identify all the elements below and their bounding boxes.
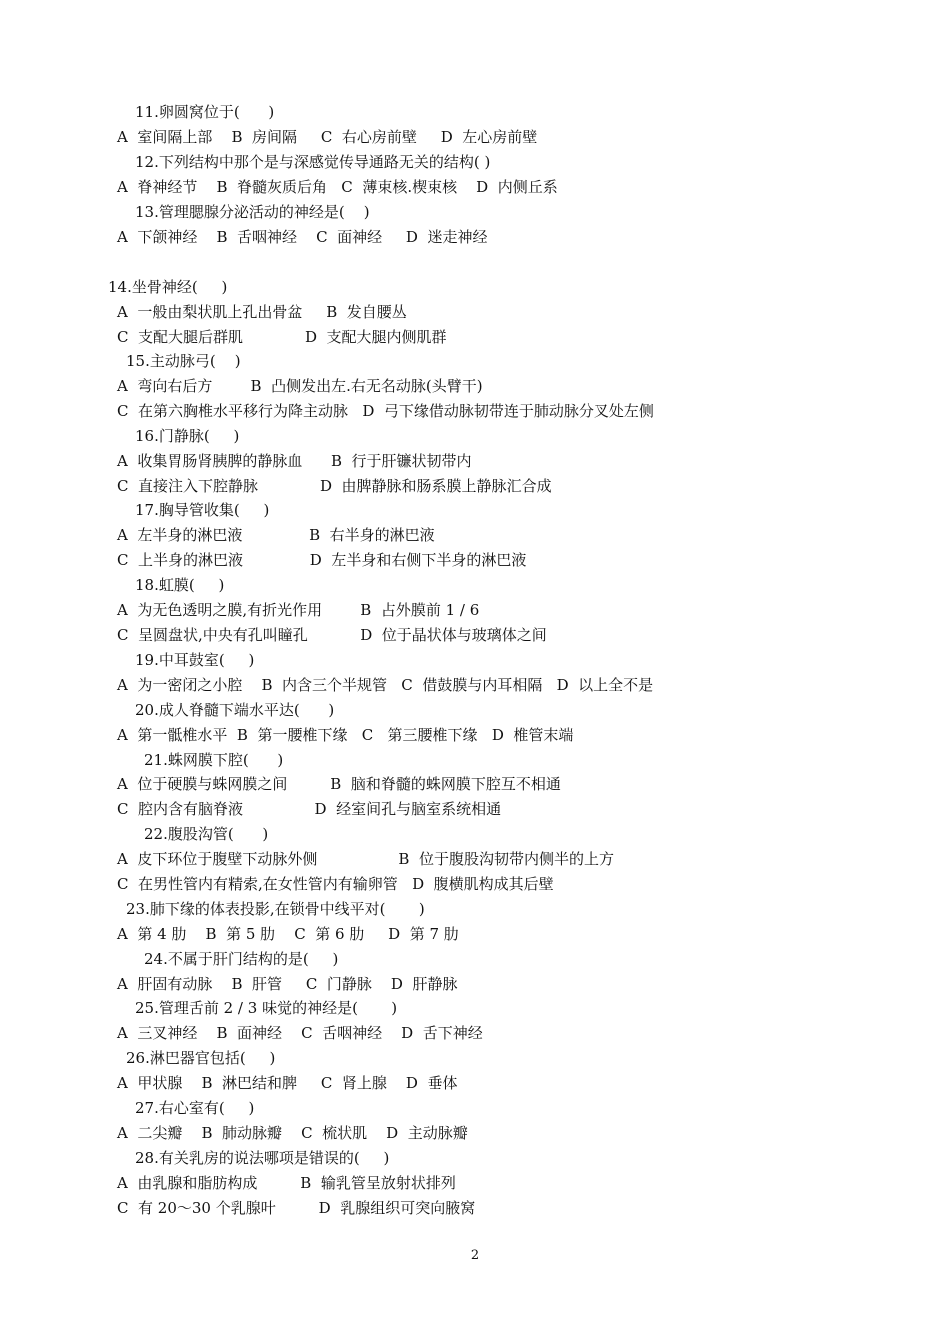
options-16-ab: A 收集胃肠肾胰脾的静脉血 B 行于肝镰状韧带内 xyxy=(117,452,472,470)
question-13: 13.管理腮腺分泌活动的神经是( ) xyxy=(135,203,370,221)
question-16: 16.门静脉( ) xyxy=(135,427,240,445)
options-21-cd: C 腔内含有脑脊液 D 经室间孔与脑室系统相通 xyxy=(117,800,502,818)
question-12: 12.下列结构中那个是与深感觉传导通路无关的结构( ) xyxy=(135,153,491,171)
options-28-ab: A 由乳腺和脂肪构成 B 输乳管呈放射状排列 xyxy=(117,1174,456,1192)
options-26: A 甲状腺 B 淋巴结和脾 C 肾上腺 D 垂体 xyxy=(117,1074,458,1092)
options-16-cd: C 直接注入下腔静脉 D 由脾静脉和肠系膜上静脉汇合成 xyxy=(117,477,552,495)
question-27: 27.右心室有( ) xyxy=(135,1099,255,1117)
options-15-ab: A 弯向右后方 B 凸侧发出左.右无名动脉(头臂干) xyxy=(117,377,483,395)
options-21-ab: A 位于硬膜与蛛网膜之间 B 脑和脊髓的蛛网膜下腔互不相通 xyxy=(117,775,561,793)
question-17: 17.胸导管收集( ) xyxy=(135,501,270,519)
options-27: A 二尖瓣 B 肺动脉瓣 C 梳状肌 D 主动脉瓣 xyxy=(117,1124,468,1142)
options-20: A 第一骶椎水平 B 第一腰椎下缘 C 第三腰椎下缘 D 椎管末端 xyxy=(117,726,574,744)
options-17-cd: C 上半身的淋巴液 D 左半身和右侧下半身的淋巴液 xyxy=(117,551,527,569)
question-14: 14.坐骨神经( ) xyxy=(108,278,228,296)
options-24: A 肝固有动脉 B 肝管 C 门静脉 D 肝静脉 xyxy=(117,975,458,993)
question-24: 24.不属于肝门结构的是( ) xyxy=(144,950,339,968)
question-11: 11.卵圆窝位于( ) xyxy=(135,103,275,121)
options-22-ab: A 皮下环位于腹壁下动脉外侧 B 位于腹股沟韧带内侧半的上方 xyxy=(117,850,614,868)
question-21: 21.蛛网膜下腔( ) xyxy=(144,751,284,769)
question-22: 22.腹股沟管( ) xyxy=(144,825,269,843)
question-28: 28.有关乳房的说法哪项是错误的( ) xyxy=(135,1149,390,1167)
page-number: 2 xyxy=(470,1248,480,1263)
options-18-cd: C 呈圆盘状,中央有孔叫瞳孔 D 位于晶状体与玻璃体之间 xyxy=(117,626,547,644)
options-13: A 下颌神经 B 舌咽神经 C 面神经 D 迷走神经 xyxy=(117,228,488,246)
options-14-ab: A 一般由梨状肌上孔出骨盆 B 发自腰丛 xyxy=(117,303,407,321)
options-14-cd: C 支配大腿后群肌 D 支配大腿内侧肌群 xyxy=(117,328,447,346)
options-18-ab: A 为无色透明之膜,有折光作用 B 占外膜前 1 / 6 xyxy=(117,601,480,619)
options-19: A 为一密闭之小腔 B 内含三个半规管 C 借鼓膜与内耳相隔 D 以上全不是 xyxy=(117,676,654,694)
options-12: A 脊神经节 B 脊髓灰质后角 C 薄束核.楔束核 D 内侧丘系 xyxy=(117,178,558,196)
question-19: 19.中耳鼓室( ) xyxy=(135,651,255,669)
options-11: A 室间隔上部 B 房间隔 C 右心房前壁 D 左心房前壁 xyxy=(117,128,538,146)
question-26: 26.淋巴器官包括( ) xyxy=(126,1049,276,1067)
options-23: A 第 4 肋 B 第 5 肋 C 第 6 肋 D 第 7 肋 xyxy=(117,925,459,943)
question-18: 18.虹膜( ) xyxy=(135,576,225,594)
options-25: A 三叉神经 B 面神经 C 舌咽神经 D 舌下神经 xyxy=(117,1024,483,1042)
question-25: 25.管理舌前 2 / 3 味觉的神经是( ) xyxy=(135,999,398,1017)
question-23: 23.肺下缘的体表投影,在锁骨中线平对( ) xyxy=(126,900,425,918)
question-20: 20.成人脊髓下端水平达( ) xyxy=(135,701,335,719)
options-15-cd: C 在第六胸椎水平移行为降主动脉 D 弓下缘借动脉韧带连于肺动脉分叉处左侧 xyxy=(117,402,654,420)
options-28-cd: C 有 20～30 个乳腺叶 D 乳腺组织可突向腋窝 xyxy=(117,1199,476,1217)
options-17-ab: A 左半身的淋巴液 B 右半身的淋巴液 xyxy=(117,526,435,544)
question-15: 15.主动脉弓( ) xyxy=(126,352,241,370)
options-22-cd: C 在男性管内有精索,在女性管内有输卵管 D 腹横肌构成其后壁 xyxy=(117,875,554,893)
